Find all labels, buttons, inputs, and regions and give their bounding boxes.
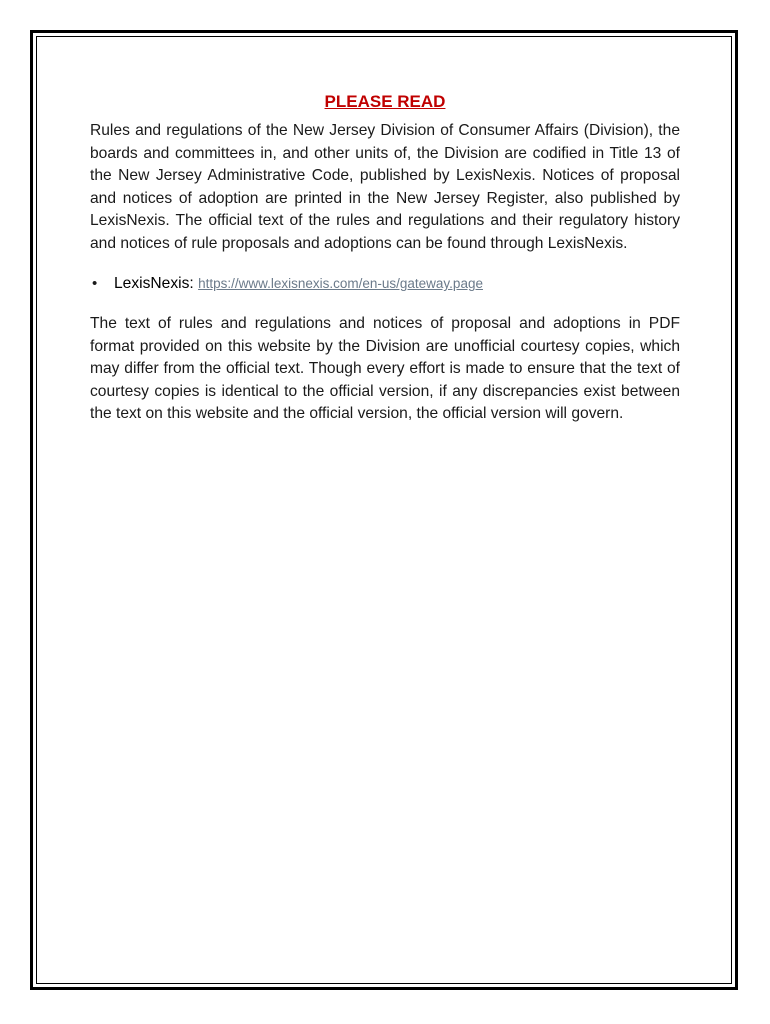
resource-list xyxy=(90,273,680,295)
lexisnexis-link[interactable]: https://www.lexisnexis.com/en-us/gateway.page xyxy=(198,276,483,291)
list-item xyxy=(90,273,680,295)
bullet-icon: • xyxy=(92,275,98,292)
document-body xyxy=(90,90,680,426)
disclaimer-paragraph: The text of rules and regulations and notices of proposal and adoptions in PDF format provided on this website by the Division are unofficial courtesy copies, which may differ from the official text. Though every effort is made to ensure that the text of courtesy copies is identical to the official version, if any discrepancies exist between the text on this website and the official version, the official version will govern. xyxy=(90,315,680,422)
page-title: PLEASE READ xyxy=(324,92,446,111)
intro-paragraph: Rules and regulations of the New Jersey Division of Consumer Affairs (Division), the boards and committees in, and other units of, the Division are codified in Title 13 of the New Jersey Administrative Code, published by LexisNexis. Notices of proposal and notices of adoption are printed in the New Jersey Register, also published by LexisNexis. The official text of the rules and regulations and their regulatory history and notices of rule proposals and adoptions can be found through LexisNexis. xyxy=(90,122,680,252)
resource-label: LexisNexis: xyxy=(114,275,194,292)
